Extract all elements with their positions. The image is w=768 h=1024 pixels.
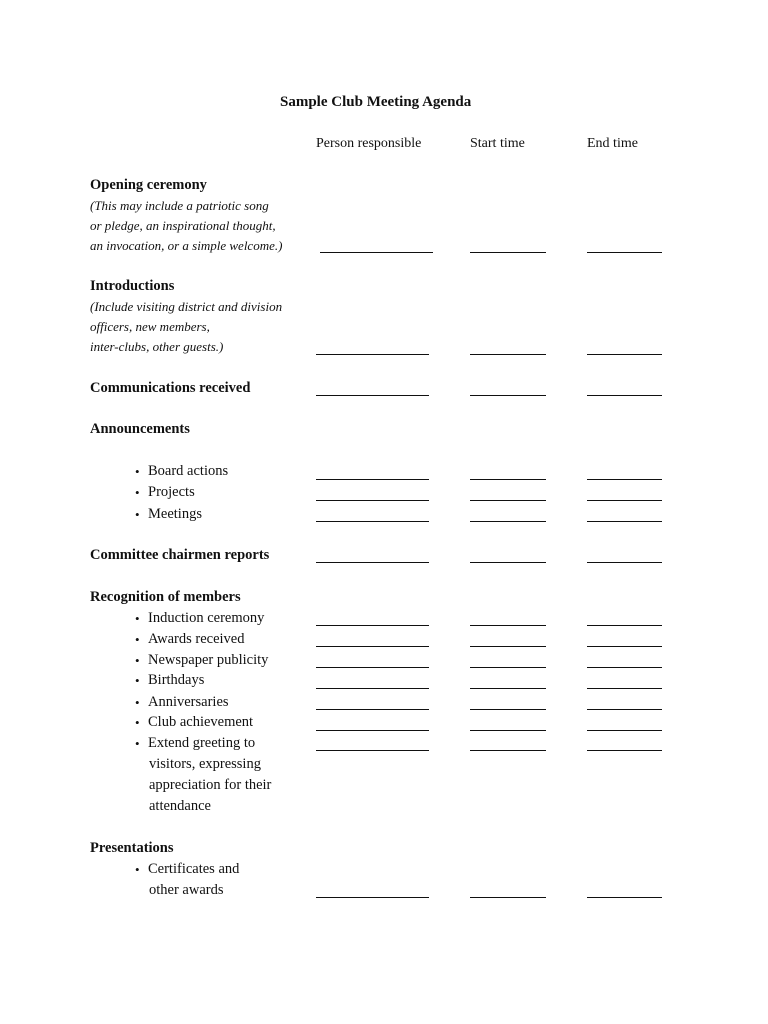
bullet-icon: • [135, 632, 140, 647]
start-time-blank-line [470, 688, 546, 689]
end-time-blank-line [587, 521, 662, 522]
announcement-item: Projects [148, 484, 195, 500]
end-time-blank-line [587, 395, 662, 396]
bullet-icon: • [135, 507, 140, 522]
recognition-extend-line: appreciation for their [149, 777, 272, 793]
opening-note-line: or pledge, an inspirational thought, [90, 218, 276, 233]
section-heading-communications: Communications received [90, 380, 251, 396]
recognition-item: Birthdays [148, 672, 205, 688]
end-time-blank-line [587, 625, 662, 626]
person-blank-line [316, 625, 429, 626]
person-blank-line [316, 897, 429, 898]
opening-note-line: an invocation, or a simple welcome.) [90, 238, 283, 253]
start-time-blank-line [470, 521, 546, 522]
bullet-icon: • [135, 715, 140, 730]
end-time-blank-line [587, 479, 662, 480]
section-heading-announcements: Announcements [90, 421, 190, 437]
person-blank-line [316, 730, 429, 731]
announcement-item: Board actions [148, 463, 229, 479]
start-time-blank-line [470, 354, 546, 355]
person-blank-line [316, 709, 429, 710]
introductions-note-line: officers, new members, [90, 319, 210, 334]
person-blank-line [316, 500, 429, 501]
bullet-icon: • [135, 464, 140, 479]
start-time-blank-line [470, 667, 546, 668]
start-time-blank-line [470, 479, 546, 480]
introductions-note-line: (Include visiting district and division [90, 299, 283, 314]
end-time-blank-line [587, 562, 662, 563]
section-heading-committee: Committee chairmen reports [90, 547, 270, 563]
person-blank-line [320, 252, 433, 253]
section-heading-opening: Opening ceremony [90, 177, 207, 193]
person-blank-line [316, 688, 429, 689]
end-time-blank-line [587, 750, 662, 751]
end-time-blank-line [587, 500, 662, 501]
recognition-item: Awards received [148, 631, 245, 647]
recognition-extend-line: attendance [149, 798, 211, 814]
start-time-blank-line [470, 500, 546, 501]
section-heading-recognition: Recognition of members [90, 589, 241, 605]
person-blank-line [316, 521, 429, 522]
bullet-icon: • [135, 611, 140, 626]
end-time-blank-line [587, 252, 662, 253]
presentation-item-line: other awards [149, 882, 224, 898]
bullet-icon: • [135, 673, 140, 688]
start-time-blank-line [470, 625, 546, 626]
person-blank-line [316, 395, 429, 396]
start-time-blank-line [470, 897, 546, 898]
end-time-blank-line [587, 688, 662, 689]
start-time-blank-line [470, 562, 546, 563]
recognition-extend-line: Extend greeting to [148, 735, 256, 751]
recognition-item: Club achievement [148, 714, 254, 730]
introductions-note-line: inter-clubs, other guests.) [90, 339, 224, 354]
end-time-blank-line [587, 897, 662, 898]
person-blank-line [316, 562, 429, 563]
end-time-blank-line [587, 730, 662, 731]
end-time-blank-line [587, 667, 662, 668]
end-time-blank-line [587, 646, 662, 647]
recognition-item: Anniversaries [148, 694, 229, 710]
person-blank-line [316, 479, 429, 480]
bullet-icon: • [135, 862, 140, 877]
announcement-item: Meetings [148, 506, 202, 522]
bullet-icon: • [135, 695, 140, 710]
end-time-blank-line [587, 354, 662, 355]
person-blank-line [316, 646, 429, 647]
recognition-item: Induction ceremony [148, 610, 265, 626]
start-time-blank-line [470, 709, 546, 710]
start-time-blank-line [470, 730, 546, 731]
bullet-icon: • [135, 485, 140, 500]
person-blank-line [316, 750, 429, 751]
start-time-blank-line [470, 750, 546, 751]
column-header-start: Start time [470, 136, 525, 151]
section-heading-presentations: Presentations [90, 840, 174, 856]
start-time-blank-line [470, 395, 546, 396]
recognition-extend-line: visitors, expressing [149, 756, 261, 772]
recognition-item: Newspaper publicity [148, 652, 269, 668]
column-header-person: Person responsible [316, 136, 422, 151]
bullet-icon: • [135, 653, 140, 668]
person-blank-line [316, 354, 429, 355]
presentation-item-line: Certificates and [148, 861, 240, 877]
section-heading-introductions: Introductions [90, 278, 175, 294]
bullet-icon: • [135, 736, 140, 751]
opening-note-line: (This may include a patriotic song [90, 198, 269, 213]
column-header-end: End time [587, 136, 638, 151]
end-time-blank-line [587, 709, 662, 710]
start-time-blank-line [470, 252, 546, 253]
start-time-blank-line [470, 646, 546, 647]
page-title: Sample Club Meeting Agenda [280, 94, 472, 110]
person-blank-line [316, 667, 429, 668]
